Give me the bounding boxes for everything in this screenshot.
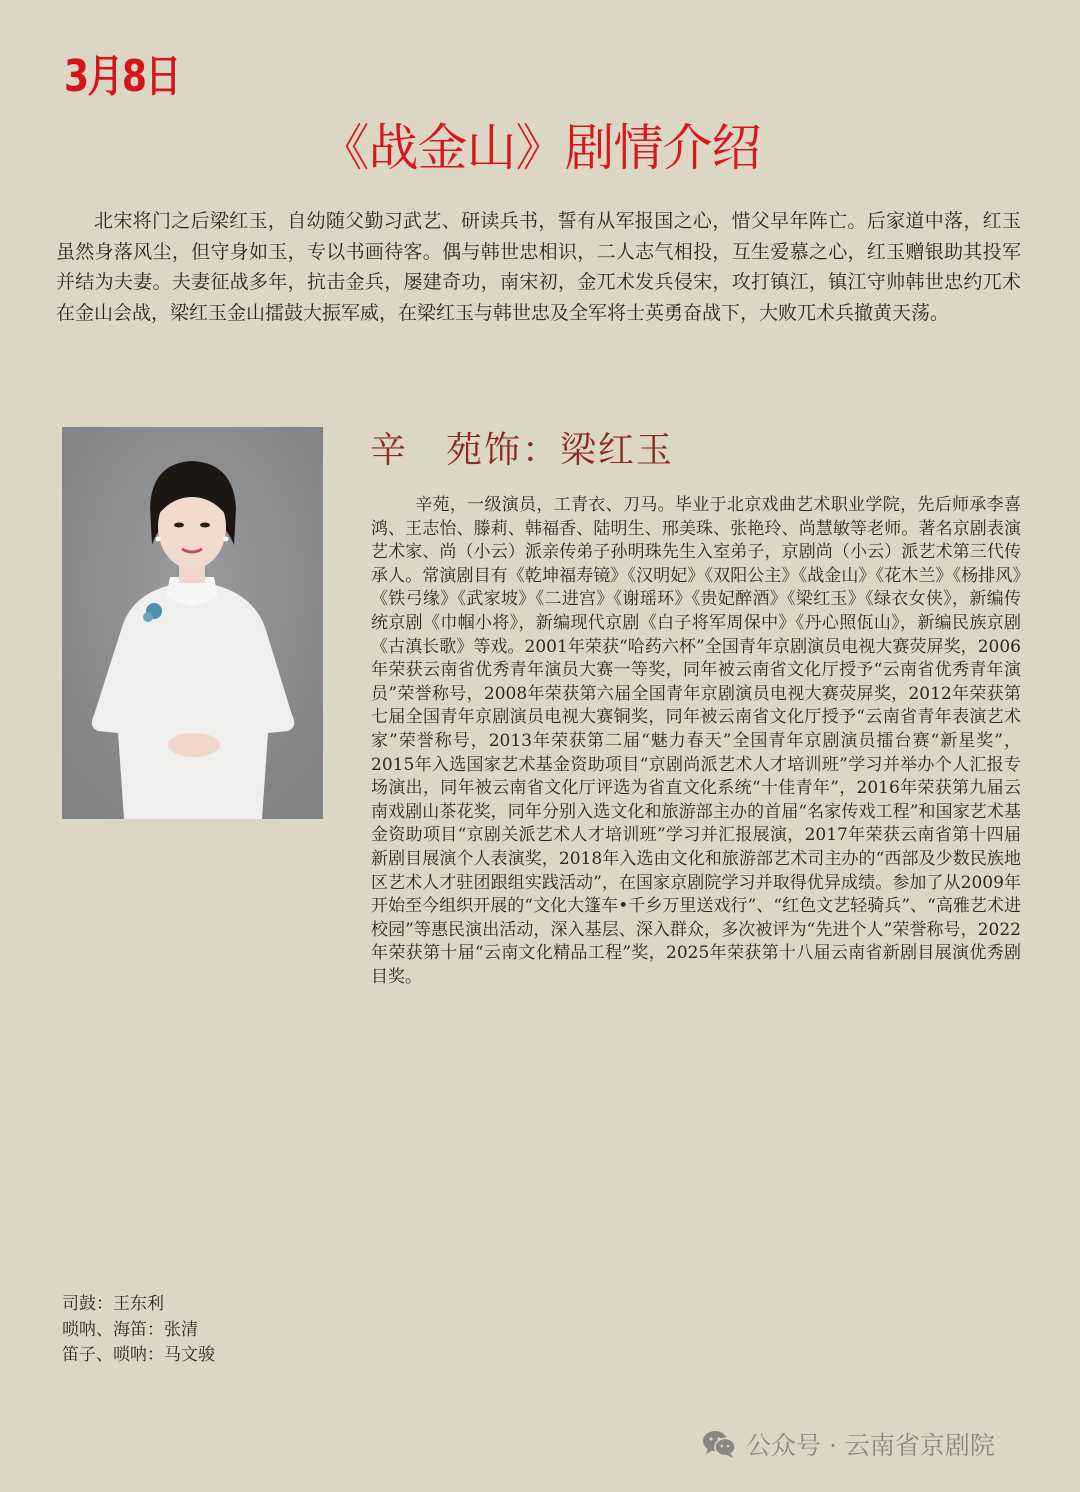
musician-credits: [62, 1292, 215, 1369]
performer-bio: 辛苑，一级演员，工青衣、刀马。毕业于北京戏曲艺术职业学院，先后师承李喜鸿、王志怡、滕莉、韩福香、陆明生、邢美珠、张艳玲、尚慧敏等老师。著名京剧表演艺术家、尚（小云）派亲传弟子孙明珠先生入室弟子，京剧尚（小云）派艺术第三代传承人。常演剧目有《乾坤福寿镜》《汉明妃》《双阳公主》《战金山》《花木兰》《杨排风》《铁弓缘》《武家坡》《二进宫》《谢瑶环》《贵妃醉酒》《梁红玉》《绿衣女侠》，新编传统京剧《巾帼小将》，新编现代京剧《白子将军周保中》《丹心照佤山》，新编民族京剧《古滇长歌》等戏。2001年荣获“哈药六杯”全国青年京剧演员电视大赛荧屏奖，2006年荣获云南省优秀青年演员大赛一等奖，同年被云南省文化厅授予“云南省优秀青年演员”荣誉称号，2008年荣获第六届全国青年京剧演员电视大赛荧屏奖，2012年荣获第七届全国青年京剧演员电视大赛铜奖，同年被云南省文化厅授予“云南省青年表演艺术家”荣誉称号，2013年荣获第二届“魅力春天”全国青年京剧演员擂台赛“新星奖”，2015年入选国家艺术基金资助项目“京剧尚派艺术人才培训班”学习并举办个人汇报专场演出，同年被云南省文化厅评选为省直文化系统“十佳青年”，2016年荣获第九届云南戏剧山茶花奖，同年分别入选文化和旅游部主办的首届“名家传戏工程”和国家艺术基金资助项目“京剧关派艺术人才培训班”学习并汇报展演，2017年荣获云南省第十四届新剧目展演个人表演奖，2018年入选由文化和旅游部艺术司主办的“西部及少数民族地区艺术人才驻团跟组实践活动”，在国家京剧院学习并取得优异成绩。参加了从2009年开始至今组织开展的“文化大篷车•千乡万里送戏行”、“红色文艺轻骑兵”、“高雅艺术进校园”等惠民演出活动，深入基层、深入群众，多次被评为“先进个人”荣誉称号，2022年荣获第十届“云南文化精品工程”奖，2025年荣获第十八届云南省新剧目展演优秀剧目奖。: [371, 495, 1021, 987]
credit-line-suona-haidi: 唢呐、海笛：张清: [62, 1319, 198, 1340]
date-label: 3月8日: [64, 51, 180, 102]
synopsis-paragraph: 北宋将门之后梁红玉，自幼随父勤习武艺、研读兵书，誓有从军报国之心，惜父早年阵亡。后家道中落，红玉虽然身落风尘，但守身如玉，专以书画待客。偶与韩世忠相识，二人志气相投，互生爱慕之心，红玉赠银助其投军并结为夫妻。夫妻征战多年，抗击金兵，屡建奇功，南宋初，金兀术发兵侵宋，攻打镇江，镇江守帅韩世忠约兀术在金山会战，梁红玉金山擂鼓大振军威，在梁红玉与韩世忠及全军将士英勇奋战下，大败兀术兵撤黄天荡。: [56, 210, 1021, 324]
page-title: 《战金山》剧情介绍: [319, 119, 761, 177]
credit-line-dizi-suona: 笛子、唢呐：马文骏: [62, 1345, 215, 1365]
wechat-icon: [702, 1429, 736, 1459]
performer-photo: [62, 427, 323, 819]
watermark-text: 公众号 · 云南省京剧院: [746, 1431, 995, 1460]
role-heading: 辛 苑饰：梁红玉: [370, 430, 675, 471]
credit-line-drum: 司鼓：王东利: [62, 1294, 164, 1314]
account-watermark: [702, 1426, 995, 1462]
